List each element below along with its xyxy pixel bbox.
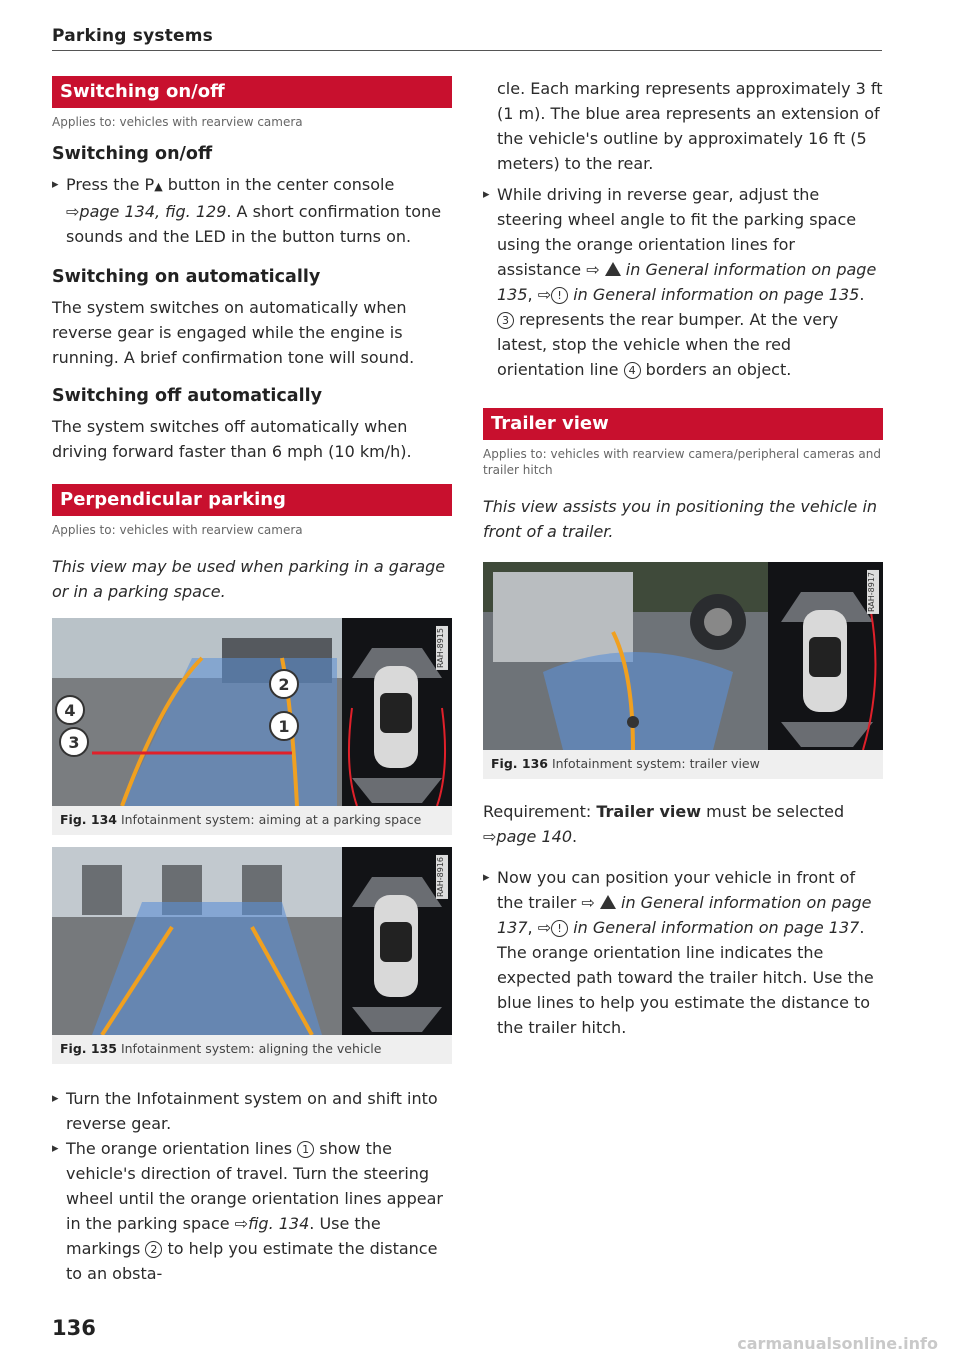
text: button in the center console — [162, 175, 395, 194]
text: Now you can position your vehicle in front of the trailer — [497, 868, 856, 912]
marker-1-ref: 1 — [297, 1141, 314, 1158]
page-ref[interactable]: page 134, fig. 129 — [79, 202, 227, 221]
section-banner-switching: Switching on/off — [52, 76, 452, 108]
text: Requirement: — [483, 802, 597, 821]
watermark: carmanualsonline.info — [737, 1334, 938, 1353]
marker-2-ref: 2 — [145, 1241, 162, 1258]
figure-number: Fig. 136 — [491, 756, 548, 771]
marker-1: 1 — [278, 717, 290, 736]
warning-ref[interactable]: in General information on page 137 — [497, 893, 872, 937]
warning-icon — [600, 895, 616, 909]
bullet-now: ▸ Now you can position your vehicle in front of the trailer ⇨ in General information on page 137, ⇨ ! in General information on page 137. The orange orientation line indicates the expected path toward the trailer hitch. Use the blue lines to help you estimate the distance to the trailer hitch. — [483, 865, 883, 1040]
figure-caption-text: Infotainment system: trailer view — [551, 756, 760, 771]
bullet-press — [52, 172, 452, 249]
figure-code: RAH-8917 — [867, 570, 879, 614]
right-column — [483, 76, 883, 1040]
figure-caption-text: Infotainment system: aligning the vehicle — [120, 1041, 382, 1056]
marker-4-ref: 4 — [624, 362, 641, 379]
intro-trailer: This view assists you in positioning the vehicle in front of a trailer. — [483, 497, 878, 541]
requirement-paragraph: Requirement: Trailer view must be selected ⇨page 140. — [483, 802, 845, 846]
camera-image-134 — [52, 618, 452, 806]
section-banner-trailer: Trailer view — [483, 408, 883, 440]
figure-ref[interactable]: fig. 134 — [248, 1214, 310, 1233]
arrow-icon: ⇨ — [581, 893, 595, 912]
arrow-icon: ⇨ — [586, 260, 600, 279]
camera-view-illustration — [483, 562, 883, 750]
left-column — [52, 76, 452, 1286]
marker-4: 4 — [64, 701, 76, 720]
heading-switching: Switching on/off — [52, 144, 213, 164]
paragraph-on-auto: The system switches on automatically when reverse gear is engaged while the engine is running. A brief confirmation tone will sound. — [52, 298, 415, 367]
text: . Use the markings — [66, 1214, 381, 1258]
header-rule — [52, 50, 882, 51]
note-ref[interactable]: in General information on page 137 — [573, 918, 860, 937]
intro-perpendicular: This view may be used when parking in a garage or in a parking space. — [52, 557, 446, 601]
note-ref[interactable]: in General information on page 135 — [573, 285, 860, 304]
paragraph-off-auto: The system switches off automatically when driving forward faster than 6 mph (10 km/h). — [52, 417, 412, 461]
parking-button-icon: ▲ — [154, 180, 163, 193]
figure-caption — [52, 806, 452, 835]
arrow-icon: ⇨ — [66, 202, 80, 221]
paragraph-continued: cle. Each marking represents approximately 3 ft (1 m). The blue area represents an extension of the vehicle's outline by approximately 16 ft (5 meters) to the rear. — [497, 79, 883, 173]
warning-icon — [605, 262, 621, 276]
arrow-icon: ⇨ — [537, 285, 552, 304]
note-icon: ! — [551, 287, 568, 304]
arrow-icon: ⇨ — [234, 1214, 249, 1233]
running-head: Parking systems — [52, 26, 213, 46]
text: to help you estimate the distance to an obsta- — [66, 1239, 438, 1283]
figure-caption — [483, 750, 883, 779]
figure-code: RAH-8915 — [436, 626, 448, 670]
applies-note: Applies to: vehicles with rearview camera/peripheral cameras and trailer hitch — [483, 447, 881, 477]
figure-number: Fig. 135 — [60, 1041, 117, 1056]
marker-2: 2 — [278, 675, 290, 694]
page-ref[interactable]: page 140 — [496, 827, 572, 846]
text: borders an object. — [640, 360, 792, 379]
figure-code: RAH-8916 — [436, 855, 448, 899]
camera-image-135 — [52, 847, 452, 1035]
text: must be selected — [701, 802, 845, 821]
figure-136 — [483, 562, 883, 779]
warning-ref[interactable]: in General information on page 135 — [497, 260, 877, 304]
marker-3: 3 — [68, 733, 80, 752]
section-banner-perpendicular: Perpendicular parking — [52, 484, 452, 516]
figure-134 — [52, 618, 452, 835]
bullet-drive: ▸ While driving in reverse gear, adjust the steering wheel angle to fit the parking space using the orange orientation lines for assistance ⇨ in General information on page 135, ⇨ ! in General information on page 135. 3 represents the rear bumper. At the very latest, stop the vehicle when the red orientation line 4 borders an object. — [483, 182, 883, 382]
heading-off-auto: Switching off automatically — [52, 386, 322, 406]
marker-3-ref: 3 — [497, 312, 514, 329]
text: show the vehicle's direction of travel. Turn the steering wheel until the orange orientation lines appear in the parking space — [66, 1139, 443, 1233]
figure-caption-text: Infotainment system: aiming at a parking space — [120, 812, 422, 827]
figure-135 — [52, 847, 452, 1064]
figure-number: Fig. 134 — [60, 812, 117, 827]
applies-note: Applies to: vehicles with rearview camera — [52, 115, 303, 129]
arrow-icon: ⇨ — [537, 918, 552, 937]
text: While driving in reverse gear, adjust the steering wheel angle to fit the parking space using the orange orientation lines for assistance — [497, 185, 857, 279]
note-icon: ! — [551, 920, 568, 937]
camera-view-illustration — [52, 618, 452, 806]
text: represents the rear bumper. At the very latest, stop the vehicle when the red orientation line — [497, 310, 839, 379]
bullet-turn: ▸ Turn the Infotainment system on and shift into reverse gear. — [52, 1086, 452, 1136]
text: Press the P — [66, 175, 155, 194]
camera-image-136 — [483, 562, 883, 750]
camera-view-illustration — [52, 847, 452, 1035]
heading-on-auto: Switching on automatically — [52, 267, 321, 287]
bullet-orange — [52, 1136, 452, 1286]
requirement-bold: Trailer view — [596, 802, 702, 821]
figure-caption — [52, 1035, 452, 1064]
arrow-icon: ⇨ — [483, 827, 497, 846]
text: . A short confirmation tone sounds and the LED in the button turns on. — [66, 202, 442, 246]
text: . The orange orientation line indicates the expected path toward the trailer hitch. Use the blue lines to help you estimate the distance to the trailer hitch. — [497, 918, 874, 1037]
page-number: 136 — [52, 1316, 96, 1340]
text: The orange orientation lines — [66, 1139, 298, 1158]
applies-note: Applies to: vehicles with rearview camera — [52, 523, 303, 537]
